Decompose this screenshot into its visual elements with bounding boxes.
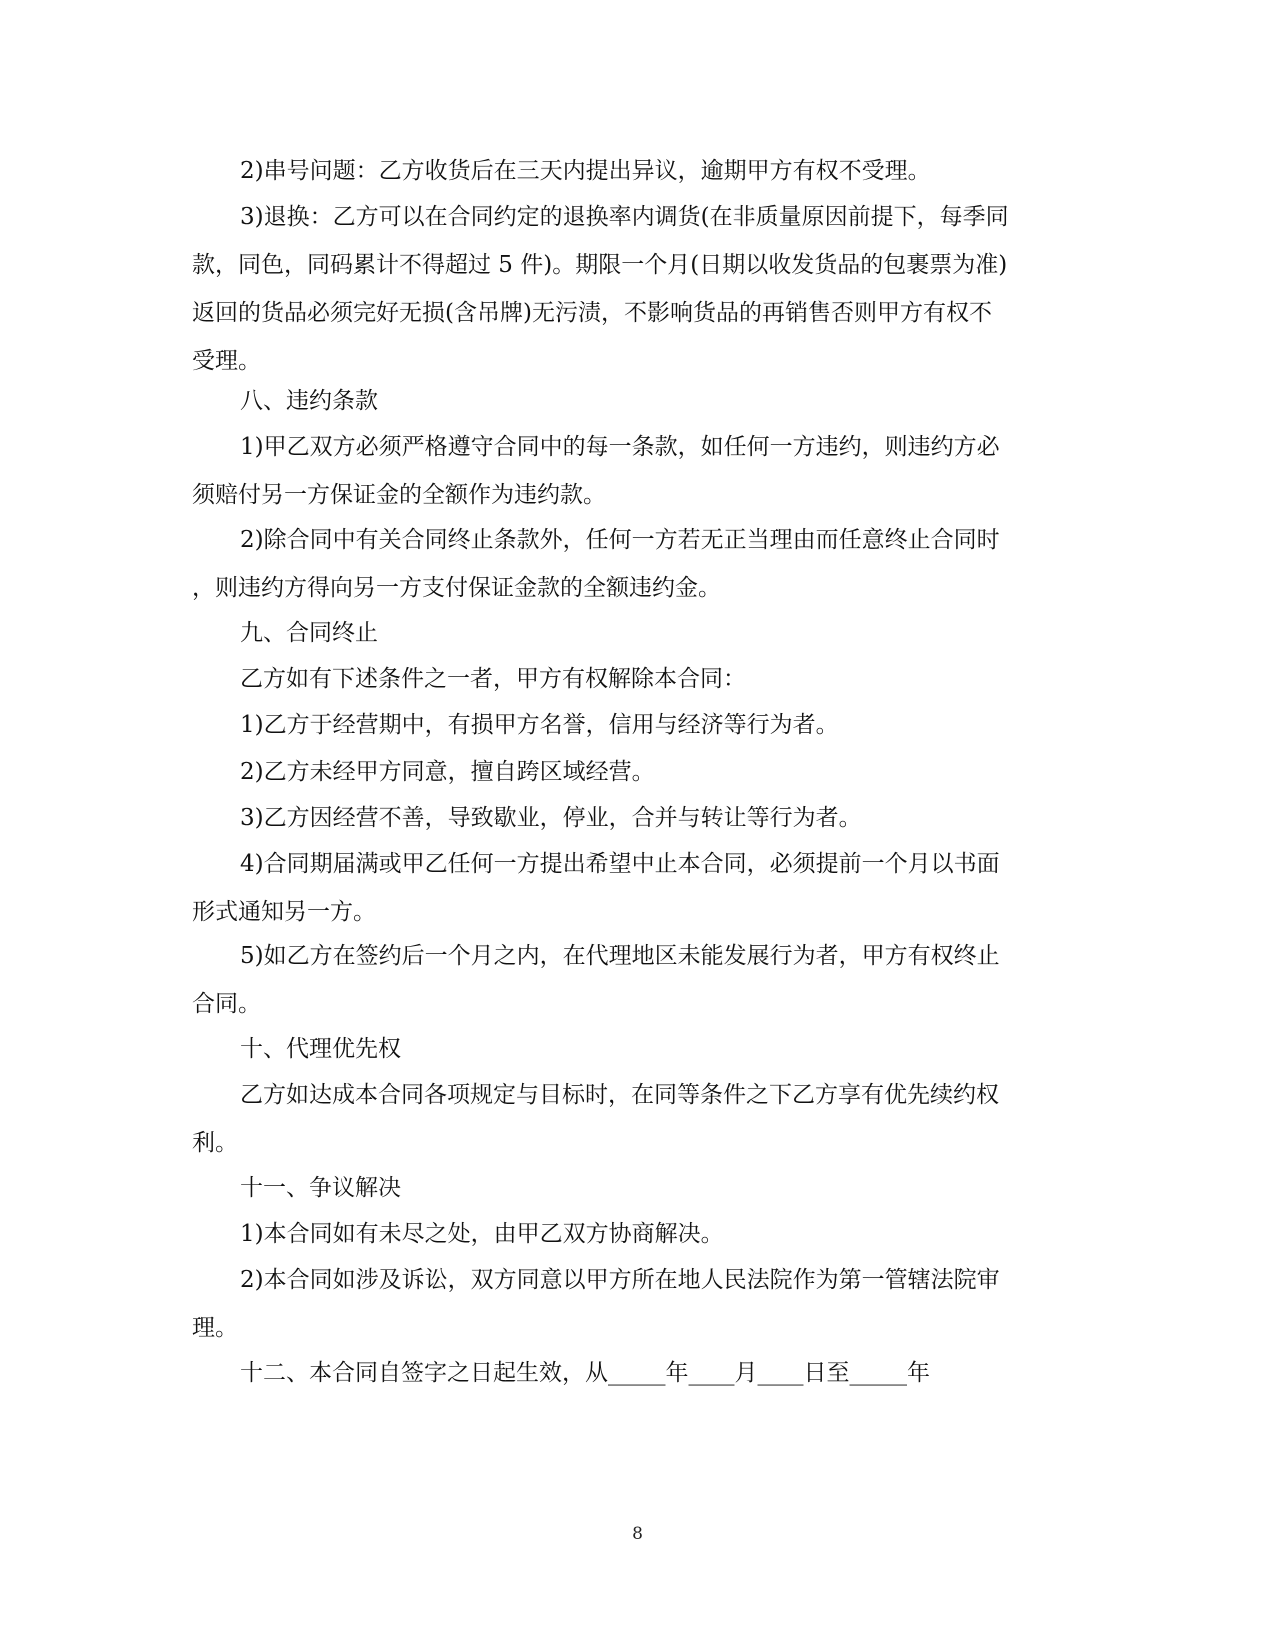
text-line: 乙方如达成本合同各项规定与目标时，在同等条件之下乙方享有优先续约权 [240,1082,999,1108]
text-line: 十二、本合同自签字之日起生效，从_____年____月____日至_____年 [240,1360,930,1386]
clause-termination-1 [192,701,1072,749]
text-line: 2)乙方未经甲方同意，擅自跨区域经营。 [240,759,655,785]
text-line: 2)本合同如涉及诉讼，双方同意以甲方所在地人民法院作为第一管辖法院审 [240,1267,1000,1293]
text-line: 八、违约条款 [240,388,378,414]
clause-priority [192,1071,1072,1167]
text-line: 1)本合同如有未尽之处，由甲乙双方协商解决。 [240,1221,724,1247]
text-line: 理。 [192,1315,238,1341]
text-line: 利。 [192,1130,238,1156]
section-heading-breach [192,377,1072,425]
text-line: 2)除合同中有关合同终止条款外，任何一方若无正当理由而任意终止合同时 [240,527,1000,553]
clause-breach-1 [192,423,1072,519]
clause-dispute-1 [192,1210,1072,1258]
section-heading-dispute [192,1164,1072,1212]
clause-serial-number-issue [192,147,1072,195]
text-line: 十、代理优先权 [240,1036,401,1062]
text-line: 3)退换：乙方可以在合同约定的退换率内调货(在非质量原因前提下，每季同 [240,204,1009,230]
text-line: 合同。 [192,991,261,1017]
section-heading-termination [192,609,1072,657]
text-line: 3)乙方因经营不善，导致歇业，停业，合并与转让等行为者。 [240,805,862,831]
text-line: ，则违约方得向另一方支付保证金款的全额违约金。 [192,575,721,601]
text-line: 1)乙方于经营期中，有损甲方名誉，信用与经济等行为者。 [240,712,839,738]
text-line: 乙方如有下述条件之一者，甲方有权解除本合同： [240,666,746,692]
text-line: 十一、争议解决 [240,1175,401,1201]
text-line: 九、合同终止 [240,620,378,646]
clause-termination-4 [192,840,1072,936]
termination-intro [192,655,1072,703]
clause-return-exchange [192,193,1072,385]
section-heading-priority [192,1025,1072,1073]
page-number: 8 [632,1524,643,1544]
text-line: 款，同色，同码累计不得超过 5 件)。期限一个月(日期以收发货品的包裹票为准) [192,252,1008,278]
text-line: 4)合同期届满或甲乙任何一方提出希望中止本合同，必须提前一个月以书面 [240,851,1000,877]
clause-effective-date [192,1349,1072,1397]
text-line: 5)如乙方在签约后一个月之内，在代理地区未能发展行为者，甲方有权终止 [240,943,1000,969]
text-line: 2)串号问题：乙方收货后在三天内提出异议，逾期甲方有权不受理。 [240,158,931,184]
clause-termination-2 [192,748,1072,796]
text-line: 形式通知另一方。 [192,899,376,925]
text-line: 受理。 [192,348,261,374]
clause-breach-2 [192,516,1072,612]
text-line: 1)甲乙双方必须严格遵守合同中的每一条款，如任何一方违约，则违约方必 [240,434,1000,460]
clause-termination-5 [192,932,1072,1028]
text-line: 须赔付另一方保证金的全额作为违约款。 [192,482,606,508]
clause-termination-3 [192,794,1072,842]
clause-dispute-2 [192,1256,1072,1352]
text-line: 返回的货品必须完好无损(含吊牌)无污渍，不影响货品的再销售否则甲方有权不 [192,300,992,326]
